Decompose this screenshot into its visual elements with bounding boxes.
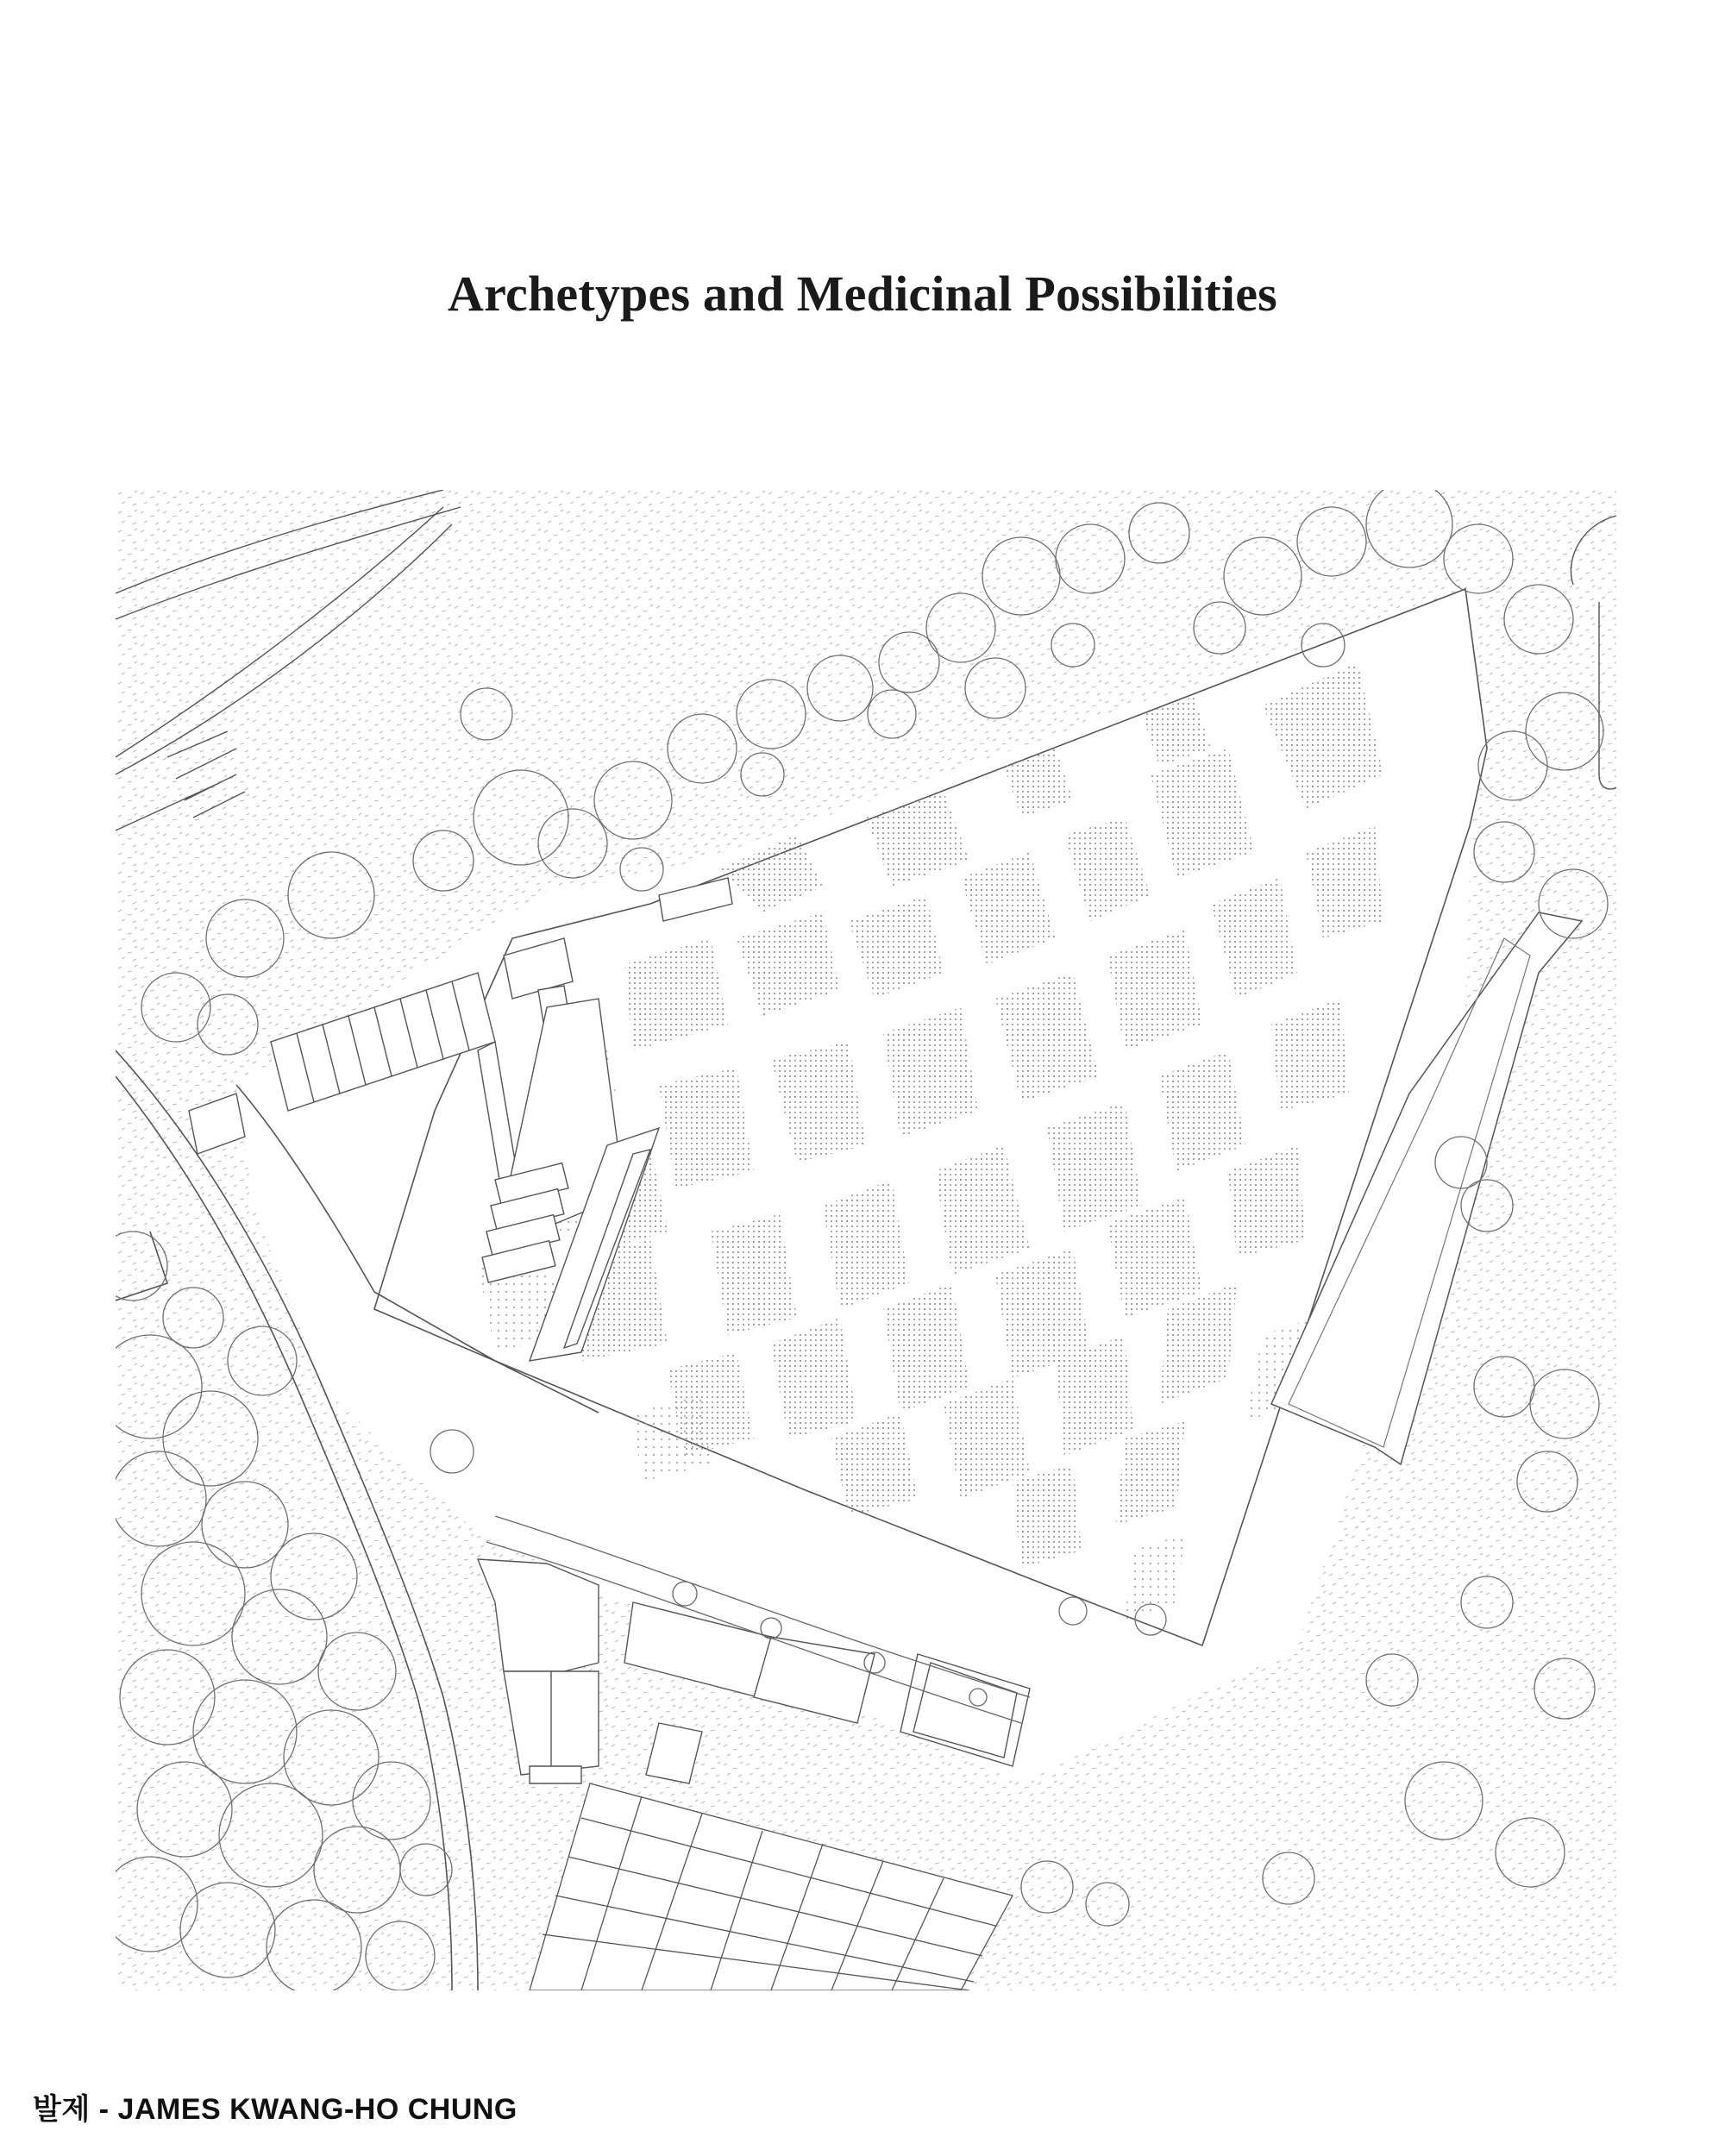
caption-korean-label: 발제: [33, 2093, 91, 2126]
site-plan-drawing: [116, 490, 1616, 1990]
caption-separator: -: [98, 2093, 110, 2126]
page-title: Archetypes and Medicinal Possibilities: [448, 265, 1277, 322]
caption-author: JAMES KWANG-HO CHUNG: [117, 2093, 518, 2126]
caption: [33, 2085, 518, 2128]
